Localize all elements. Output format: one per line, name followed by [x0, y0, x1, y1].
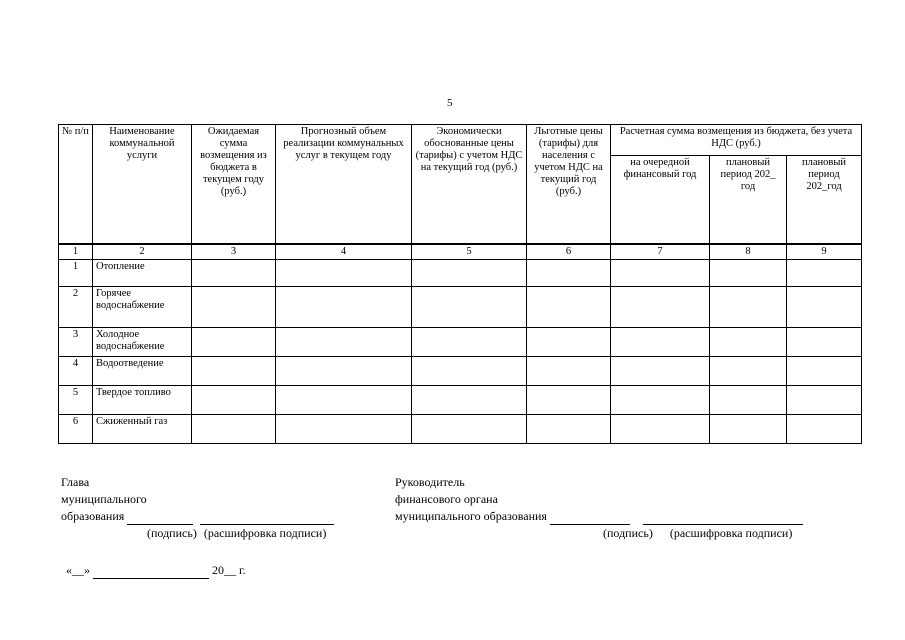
- header-num: № п/п: [59, 125, 93, 245]
- page-number: 5: [447, 97, 453, 109]
- col-number: 9: [787, 244, 862, 260]
- date-year: 20__ г.: [212, 563, 246, 577]
- service-name: Твердое топливо: [93, 386, 192, 415]
- service-name: Горячее водоснабжение: [93, 287, 192, 328]
- signature-title: муниципального: [61, 492, 147, 506]
- header-plan-period-1: плановый период 202_ год: [710, 156, 787, 245]
- date-line: [66, 562, 246, 579]
- sign-caption: (подпись): [147, 526, 197, 540]
- compensation-table: [58, 124, 862, 444]
- col-number: 3: [192, 244, 276, 260]
- col-number: 8: [710, 244, 787, 260]
- header-plan-period-2: плановый период 202_год: [787, 156, 862, 245]
- service-name: Водоотведение: [93, 357, 192, 386]
- service-name: Сжиженный газ: [93, 415, 192, 444]
- row-number: 2: [59, 287, 93, 328]
- col-number: 6: [527, 244, 611, 260]
- signature-title: финансового органа: [395, 492, 498, 506]
- table-row: [59, 287, 862, 328]
- header-service-name: Наименование коммунальной услуги: [93, 125, 192, 245]
- header-next-year: на очередной финансовый год: [611, 156, 710, 245]
- service-name: Холодное водоснабжение: [93, 328, 192, 357]
- date-day: «__»: [66, 563, 90, 577]
- sign-caption: (подпись): [603, 526, 653, 540]
- table-row: [59, 415, 862, 444]
- col-number: 4: [276, 244, 412, 260]
- column-number-row: [59, 244, 862, 260]
- signature-title: муниципального образования: [395, 509, 547, 523]
- row-number: 6: [59, 415, 93, 444]
- col-number: 7: [611, 244, 710, 260]
- decode-caption: (расшифровка подписи): [203, 526, 327, 540]
- decode-caption: (расшифровка подписи): [669, 526, 793, 540]
- signature-title: образования: [61, 509, 125, 523]
- signature-block-head: [61, 474, 334, 542]
- row-number: 5: [59, 386, 93, 415]
- signature-block-finance: [395, 474, 803, 542]
- header-volume: Прогнозный объем реализации коммунальных услуг в текущем году: [276, 125, 412, 245]
- table-row: [59, 357, 862, 386]
- row-number: 4: [59, 357, 93, 386]
- table-row: [59, 386, 862, 415]
- signature-title: Глава: [61, 475, 90, 489]
- date-month-field[interactable]: [93, 578, 209, 579]
- header-calc-group: Расчетная сумма возмещения из бюджета, без учета НДС (руб.): [611, 125, 862, 156]
- table-row: [59, 260, 862, 287]
- header-tariffs: Экономически обоснованные цены (тарифы) с учетом НДС на текущий год (руб.): [412, 125, 527, 245]
- header-expected-sum: Ожидаемая сумма возмещения из бюджета в текущем году (руб.): [192, 125, 276, 245]
- row-number: 1: [59, 260, 93, 287]
- row-number: 3: [59, 328, 93, 357]
- col-number: 2: [93, 244, 192, 260]
- signature-title: Руководитель: [395, 475, 465, 489]
- table-row: [59, 328, 862, 357]
- col-number: 1: [59, 244, 93, 260]
- header-preferential: Льготные цены (тарифы) для населения с учетом НДС на текущий год (руб.): [527, 125, 611, 245]
- service-name: Отопление: [93, 260, 192, 287]
- col-number: 5: [412, 244, 527, 260]
